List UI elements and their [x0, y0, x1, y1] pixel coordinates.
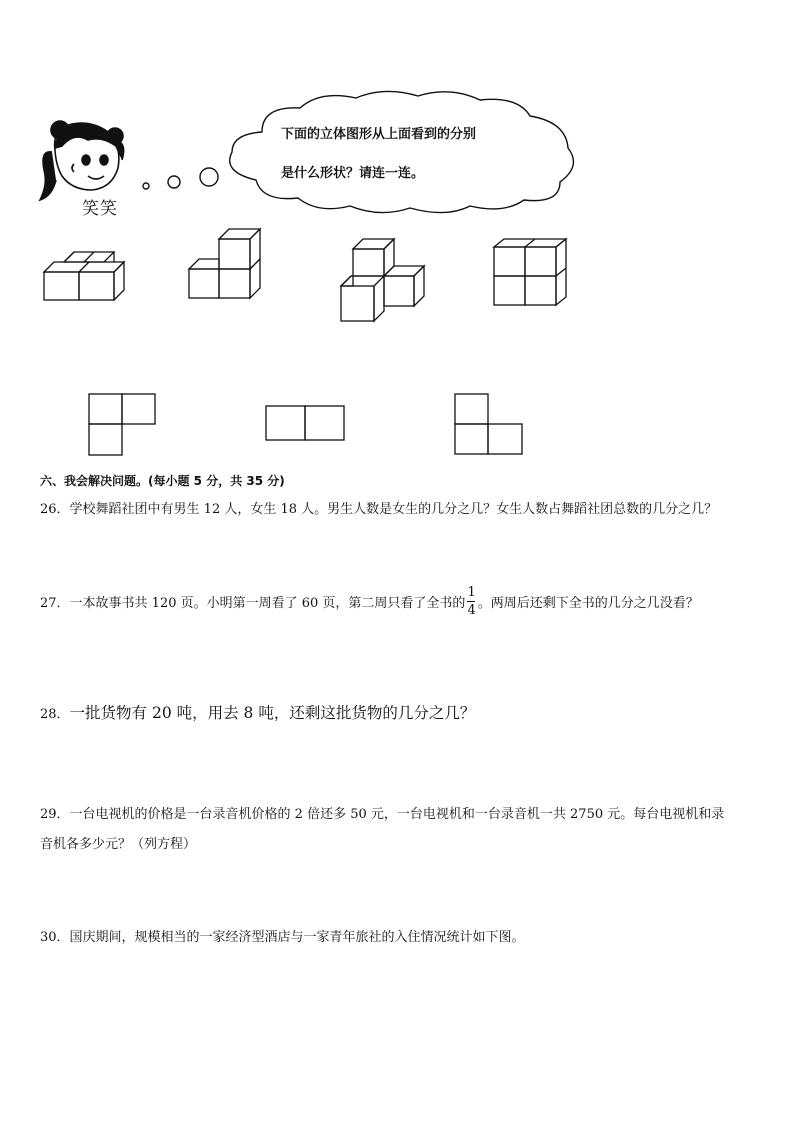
question-text-line-2: 音机各多少元？（列方程） [40, 837, 197, 852]
question-text-line-1: 一台电视机的价格是一台录音机价格的 2 倍还多 50 元，一台电视机和一台录音机一共 2750 元。每台电视机和录 [69, 807, 725, 822]
question-28 [40, 701, 475, 723]
question-text: 学校舞蹈社团中有男生 12 人，女生 18 人。男生人数是女生的几分之几？女生人数占舞蹈社团总数的几分之几？ [69, 502, 718, 517]
question-number: 30． [40, 930, 70, 945]
section-title: 六、我会解决问题。(每小题 5 分，共 35 分) [40, 474, 285, 488]
question-29 [40, 800, 724, 860]
cube-figure-2 [189, 229, 260, 298]
cube-figure-1 [44, 252, 124, 300]
question-number: 28． [40, 707, 70, 722]
question-text: 一批货物有 20 吨，用去 8 吨，还剩这批货物的几分之几？ [69, 704, 476, 722]
thought-bubble-dots [143, 168, 218, 189]
question-number: 29． [40, 807, 70, 822]
question-number: 26． [40, 502, 70, 517]
cube-figure-3 [341, 239, 424, 321]
fraction-denominator: 4 [467, 603, 476, 618]
thought-cloud [230, 91, 574, 212]
top-view-1 [89, 394, 155, 455]
question-27 [40, 586, 699, 617]
top-view-3 [455, 394, 522, 454]
girl-character-illustration [40, 121, 124, 200]
bubble-line-2: 是什么形状？请连一连。 [281, 166, 425, 181]
question-number: 27． [40, 596, 70, 611]
question-text-after: 。两周后还剩下全书的几分之几没看？ [477, 596, 699, 611]
fraction-one-quarter [467, 586, 475, 617]
character-name: 笑笑 [82, 199, 118, 219]
question-text-before: 一本故事书共 120 页。小明第一周看了 60 页，第二周只看了全书的 [69, 596, 466, 611]
question-26 [40, 498, 717, 517]
top-view-2 [266, 406, 344, 440]
question-30 [40, 926, 525, 945]
cube-figure-4 [494, 239, 566, 305]
question-text: 国庆期间，规模相当的一家经济型酒店与一家青年旅社的入住情况统计如下图。 [69, 930, 525, 945]
bubble-line-1: 下面的立体图形从上面看到的分别 [281, 127, 477, 142]
fraction-numerator: 1 [467, 585, 476, 600]
